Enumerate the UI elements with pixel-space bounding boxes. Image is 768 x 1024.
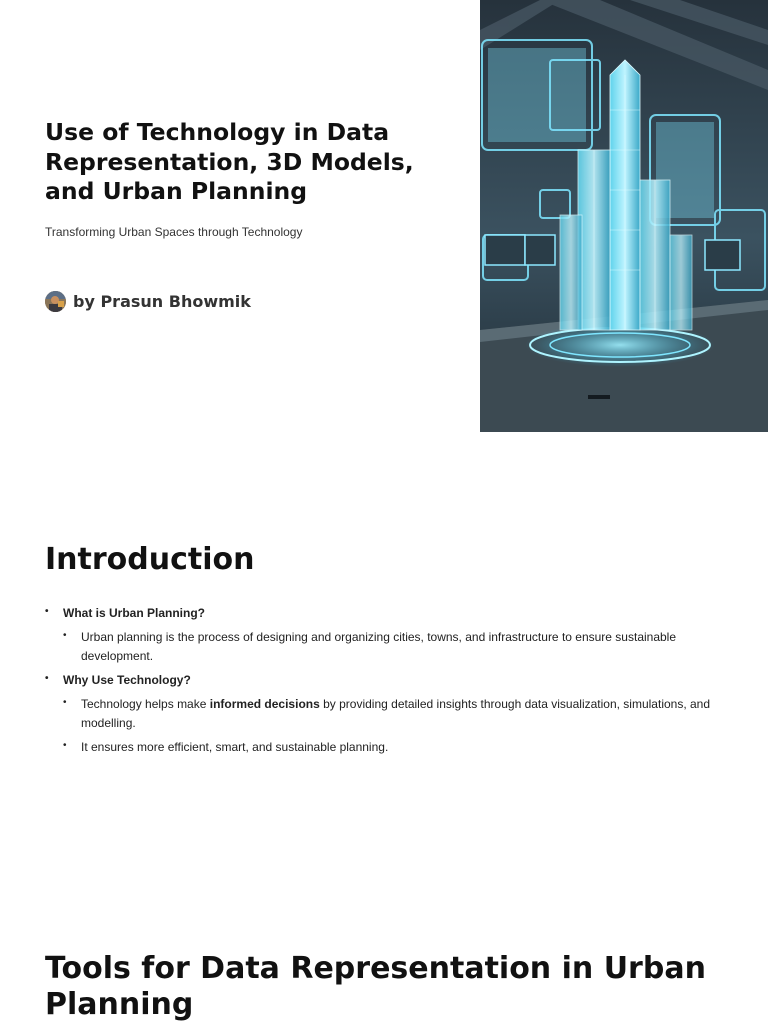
hero-illustration: [480, 0, 768, 432]
informed-decisions-emphasis: informed decisions: [209, 697, 320, 711]
answer-suffix: by providing detailed insights through data visualization, simulations, and modelling.: [81, 697, 711, 730]
subtitle: Transforming Urban Spaces through Technology: [45, 224, 303, 239]
question-why-technology: Why Use Technology?: [63, 673, 191, 687]
answer-efficiency: It ensures more efficient, smart, and sustainable planning.: [81, 740, 389, 754]
tools-heading: Tools for Data Representation in Urban Planning: [45, 951, 706, 1022]
question-urban-planning: What is Urban Planning?: [63, 606, 206, 620]
list-item: [45, 671, 725, 690]
list-item: [45, 628, 725, 666]
introduction-list: [45, 604, 725, 762]
list-item: [45, 738, 725, 757]
hero-text: [45, 118, 445, 239]
page-title: Use of Technology in Data Representation, 3D Models, and Urban Planning: [45, 118, 414, 205]
list-item: [45, 604, 725, 623]
introduction-heading: Introduction: [45, 542, 255, 577]
title-slide: [0, 0, 768, 432]
answer-prefix: Technology helps make: [81, 697, 210, 711]
author-name: by Prasun Bhowmik: [73, 292, 251, 311]
list-item: [45, 695, 725, 733]
author: [45, 291, 251, 312]
avatar: [45, 291, 66, 312]
answer-urban-planning: Urban planning is the process of designing and organizing cities, towns, and infrastructure to ensure sustainable development.: [81, 630, 677, 663]
